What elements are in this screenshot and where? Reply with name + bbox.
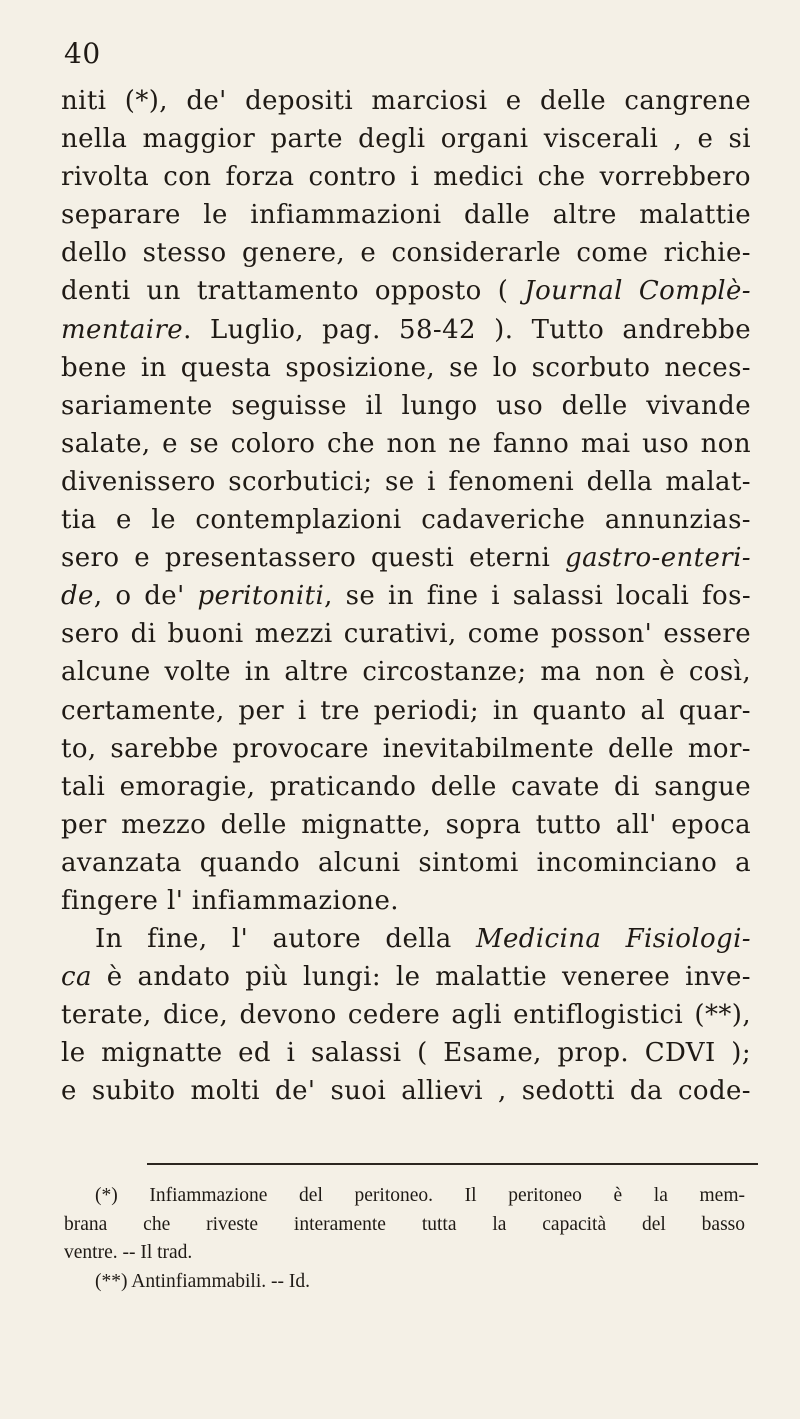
text-line: to, sarebbe provocare inevitabilmente delle mor- xyxy=(61,733,751,764)
text-line: rivolta con forza contro i medici che vorrebbero xyxy=(61,162,751,193)
text-line: salate, e se coloro che non ne fanno mai uso non xyxy=(61,428,751,459)
text-line: bene in questa sposizione, se lo scorbuto neces- xyxy=(61,352,751,383)
text-line xyxy=(61,311,751,349)
book-title: ca xyxy=(61,962,92,993)
footnote-line: ventre. -- Il trad. xyxy=(64,1242,193,1263)
footnote-divider xyxy=(147,1163,758,1165)
footnotes xyxy=(64,1182,745,1296)
text-line: fingere l' infiammazione. xyxy=(61,885,399,916)
book-title: Medicina Fisiologi- xyxy=(475,924,751,955)
journal-title: Journal Complè- xyxy=(524,276,751,307)
text-line xyxy=(61,958,751,996)
footnote-line: brana che riveste interamente tutta la capacità del basso xyxy=(64,1213,745,1235)
italic-term: gastro-enteri- xyxy=(565,543,751,574)
text-line: niti (*), de' depositi marciosi e delle cangrene xyxy=(61,86,751,116)
text-line: per mezzo delle mignatte, sopra tutto all' epoca xyxy=(61,809,751,840)
text-line: divenissero scorbutici; se i fenomeni della malat- xyxy=(61,466,751,497)
text-fragment: In fine, l' autore della xyxy=(95,924,476,955)
text-fragment: sero e presentassero questi eterni xyxy=(61,543,566,574)
text-line: e subito molti de' suoi allievi , sedotti da code- xyxy=(61,1076,751,1107)
footnote-line: (**) Antinfiammabili. -- Id. xyxy=(95,1270,310,1292)
text-fragment: . Luglio, pag. 58-42 ). Tutto andrebbe xyxy=(183,314,751,345)
text-line xyxy=(61,539,751,577)
page-number: 40 xyxy=(64,37,101,70)
journal-title: mentaire xyxy=(61,314,184,345)
text-line: tali emoragie, praticando delle cavate di sangue xyxy=(61,771,751,802)
text-line: nella maggior parte degli organi viscerali , e si xyxy=(61,124,751,155)
text-line: terate, dice, devono cedere agli entiflogistici (**), xyxy=(61,1000,751,1031)
text-line xyxy=(61,920,751,958)
text-fragment: , se in fine i salassi locali fos- xyxy=(324,581,752,612)
text-line xyxy=(61,577,751,615)
text-line: sero di buoni mezzi curativi, come posson' essere xyxy=(61,619,751,650)
text-line: certamente, per i tre periodi; in quanto al quar- xyxy=(61,695,751,726)
italic-term: peritoniti xyxy=(197,581,325,612)
text-line: sariamente seguisse il lungo uso delle vivande xyxy=(61,390,751,421)
text-line: separare le infiammazioni dalle altre malattie xyxy=(61,200,751,231)
text-line: le mignatte ed i salassi ( Esame, prop. CDVI ); xyxy=(61,1038,751,1069)
text-fragment: denti un trattamento opposto ( xyxy=(61,276,525,307)
text-line: alcune volte in altre circostanze; ma non è così, xyxy=(61,657,751,688)
footnote-line: (*) Infiammazione del peritoneo. Il peritoneo è la mem- xyxy=(95,1185,745,1206)
text-line: dello stesso genere, e considerarle come richie- xyxy=(61,238,751,269)
text-line xyxy=(61,272,751,310)
text-line: avanzata quando alcuni sintomi incominciano a xyxy=(61,847,751,878)
body-text xyxy=(61,82,751,1111)
text-fragment: è andato più lungi: le malattie veneree inve- xyxy=(91,962,751,993)
text-fragment: , o de' xyxy=(93,581,198,612)
text-line: tia e le contemplazioni cadaveriche annunzias- xyxy=(61,505,751,536)
italic-term: de xyxy=(61,581,94,612)
